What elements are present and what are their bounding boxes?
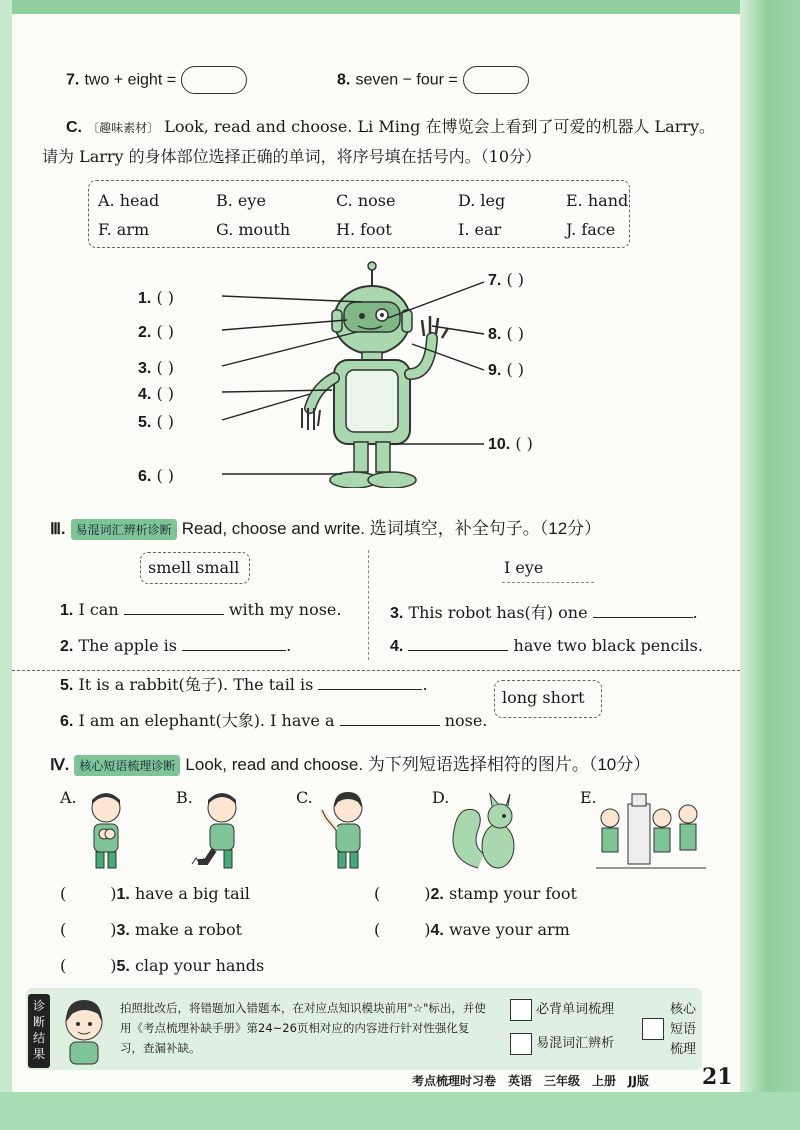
paren-open[interactable]: (: [60, 956, 67, 975]
frame-top: [0, 0, 800, 14]
answer-paren[interactable]: ( ): [156, 466, 175, 485]
item-pre: This robot has(有) one: [408, 603, 588, 622]
option-a: A. head: [98, 191, 160, 210]
item-post: .: [286, 636, 292, 655]
item-pre: It is a rabbit(兔子). The tail is: [78, 675, 314, 694]
pointer-lines: [12, 14, 740, 494]
q7-number: 7.: [66, 71, 80, 89]
section-4-roman: Ⅳ.: [50, 757, 70, 774]
label-number: 2.: [138, 324, 152, 341]
s3-item-5: [60, 672, 428, 695]
section-c-label: C.: [66, 119, 82, 136]
answer-blank[interactable]: [340, 711, 440, 726]
item-pre: The apple is: [78, 636, 177, 655]
frame-bottom: [0, 1092, 800, 1130]
checkbox-2-row: [510, 1032, 614, 1055]
answer-paren[interactable]: ( ): [156, 288, 175, 307]
section-3-header: [50, 514, 601, 540]
paren-close: ): [424, 884, 431, 903]
picture-e-kids-making-robot: [596, 790, 706, 872]
item-number: 4.: [390, 638, 404, 655]
answer-paren[interactable]: ( ): [156, 358, 175, 377]
picture-e-label: E.: [580, 788, 597, 807]
label-number: 4.: [138, 386, 152, 403]
checkbox-3-label: 核心短语梳理: [669, 1002, 696, 1057]
s4-item-2: [374, 884, 577, 904]
diagnosis-note: 拍照批改后，将错题加入错题本，在对应点知识模块前用"☆"标出，并使用《考点梳理补缺手册》第24~26页相对应的内容进行针对性强化复习，查漏补缺。: [120, 1001, 486, 1055]
checkbox-2-label: 易混词汇辨析: [536, 1036, 615, 1051]
item-number: 1.: [116, 886, 130, 903]
picture-b-label: B.: [176, 788, 193, 807]
row-divider: [12, 670, 740, 671]
paren-open[interactable]: (: [60, 884, 67, 903]
checkbox-1[interactable]: [510, 999, 532, 1021]
section-4-title: Look, read and choose. 为下列短语选择相符的图片。（10分）: [185, 755, 651, 774]
section-c-instruction-cn: 请为 Larry 的身体部位选择正确的单词，将序号填在括号内。（10分）: [42, 147, 542, 166]
item-number: 5.: [116, 958, 130, 975]
word-box-1-text: smell small: [148, 558, 240, 577]
label-number: 10.: [488, 436, 511, 453]
word-box-2-text: I eye: [504, 558, 544, 577]
section-c-instruction: Look, read and choose. Li Ming 在博览会上看到了可爱的机器人 Larry。: [164, 117, 716, 136]
answer-paren[interactable]: ( ): [506, 360, 525, 379]
s3-item-6: [60, 708, 487, 731]
option-i: I. ear: [458, 220, 502, 239]
s3-item-3: [390, 600, 698, 623]
answer-blank[interactable]: [182, 636, 286, 651]
picture-c-waving-girl: [312, 790, 376, 872]
item-post: nose.: [444, 711, 488, 730]
option-b: B. eye: [216, 191, 266, 210]
option-h: H. foot: [336, 220, 392, 239]
item-text: have a big tail: [134, 884, 250, 903]
answer-paren[interactable]: ( ): [506, 324, 525, 343]
q7-text: two + eight =: [84, 71, 177, 89]
option-j: J. face: [566, 220, 616, 239]
section-c-tag: 〔趣味素材〕: [87, 121, 160, 135]
label-number: 5.: [138, 414, 152, 431]
checkbox-1-row: [510, 998, 614, 1021]
frame-right-decoration: [740, 0, 800, 1130]
answer-blank[interactable]: [124, 600, 224, 615]
s4-item-5: [60, 956, 264, 976]
s3-item-2: [60, 636, 291, 656]
item-post: have two black pencils.: [513, 636, 703, 655]
book-info: 考点梳理时习卷 英语 三年级 上册 JJ版: [412, 1074, 649, 1088]
item-text: make a robot: [134, 920, 243, 939]
divider: [368, 550, 369, 660]
item-post: .: [422, 675, 428, 694]
paren-open[interactable]: (: [60, 920, 67, 939]
label-number: 9.: [488, 362, 502, 379]
checkbox-1-label: 必背单词梳理: [536, 1002, 615, 1017]
picture-a-clapping-boy: [74, 790, 138, 872]
item-number: 4.: [430, 922, 444, 939]
item-text: wave your arm: [448, 920, 570, 939]
answer-blank[interactable]: [318, 675, 422, 690]
checkbox-3-box[interactable]: [642, 1018, 664, 1040]
page-number: 21: [702, 1064, 733, 1090]
item-number: 3.: [116, 922, 130, 939]
section-3-tag: 易混词汇辨析诊断: [71, 519, 177, 540]
worksheet: [12, 14, 740, 1092]
s4-item-1: [60, 884, 250, 904]
checkbox-2[interactable]: [510, 1033, 532, 1055]
answer-paren[interactable]: ( ): [156, 384, 175, 403]
option-e: E. hand: [566, 191, 629, 210]
picture-d-squirrel: [448, 790, 528, 872]
item-number: 6.: [60, 713, 74, 730]
section-3-title: Read, choose and write. 选词填空，补全句子。（12分）: [181, 519, 602, 538]
option-f: F. arm: [98, 220, 150, 239]
girl-avatar-icon: [56, 996, 112, 1066]
paren-close: ): [110, 956, 117, 975]
item-number: 5.: [60, 677, 74, 694]
label-number: 3.: [138, 360, 152, 377]
answer-blank[interactable]: [593, 603, 693, 618]
option-g: G. mouth: [216, 220, 291, 239]
item-pre: I can: [78, 600, 119, 619]
section-3-roman: Ⅲ.: [50, 521, 66, 538]
paren-close: ): [424, 920, 431, 939]
item-text: clap your hands: [134, 956, 265, 975]
section-4-header: [50, 750, 650, 776]
word-box-3-text: long short: [502, 688, 585, 707]
s4-item-4: [374, 920, 570, 940]
frame-left: [0, 0, 12, 1130]
label-number: 7.: [488, 272, 502, 289]
q8-number: 8.: [337, 71, 351, 89]
option-d: D. leg: [458, 191, 506, 210]
item-text: stamp your foot: [448, 884, 577, 903]
q8-text: seven − four =: [355, 71, 458, 89]
picture-a-label: A.: [60, 788, 77, 807]
answer-paren[interactable]: ( ): [156, 412, 175, 431]
item-number: 2.: [60, 638, 74, 655]
paren-open[interactable]: (: [374, 920, 381, 939]
checkbox-3: [642, 1018, 664, 1040]
option-c: C. nose: [336, 191, 396, 210]
word-box-2-underline: [502, 582, 594, 583]
section-4-tag: 核心短语梳理诊断: [74, 755, 180, 776]
answer-blank[interactable]: [408, 636, 508, 651]
answer-paren[interactable]: ( ): [506, 270, 525, 289]
picture-b-stamping-boy: [188, 790, 252, 872]
diagnosis-side-label: 诊断结果: [28, 994, 50, 1068]
item-number: 2.: [430, 886, 444, 903]
answer-paren[interactable]: ( ): [156, 322, 175, 341]
s3-item-1: [60, 600, 341, 620]
item-pre: I am an elephant(大象). I have a: [78, 711, 335, 730]
picture-c-label: C.: [296, 788, 313, 807]
paren-close: ): [110, 884, 117, 903]
s3-item-4: [390, 636, 703, 656]
label-number: 8.: [488, 326, 502, 343]
s4-item-3: [60, 920, 242, 940]
label-number: 6.: [138, 468, 152, 485]
paren-close: ): [110, 920, 117, 939]
item-post: with my nose.: [228, 600, 342, 619]
item-number: 1.: [60, 602, 74, 619]
answer-paren[interactable]: ( ): [515, 434, 533, 453]
picture-d-label: D.: [432, 788, 450, 807]
item-number: 3.: [390, 605, 404, 622]
pointer-lines-group: [222, 282, 484, 474]
label-number: 1.: [138, 290, 152, 307]
paren-open[interactable]: (: [374, 884, 381, 903]
item-post: .: [692, 603, 698, 622]
